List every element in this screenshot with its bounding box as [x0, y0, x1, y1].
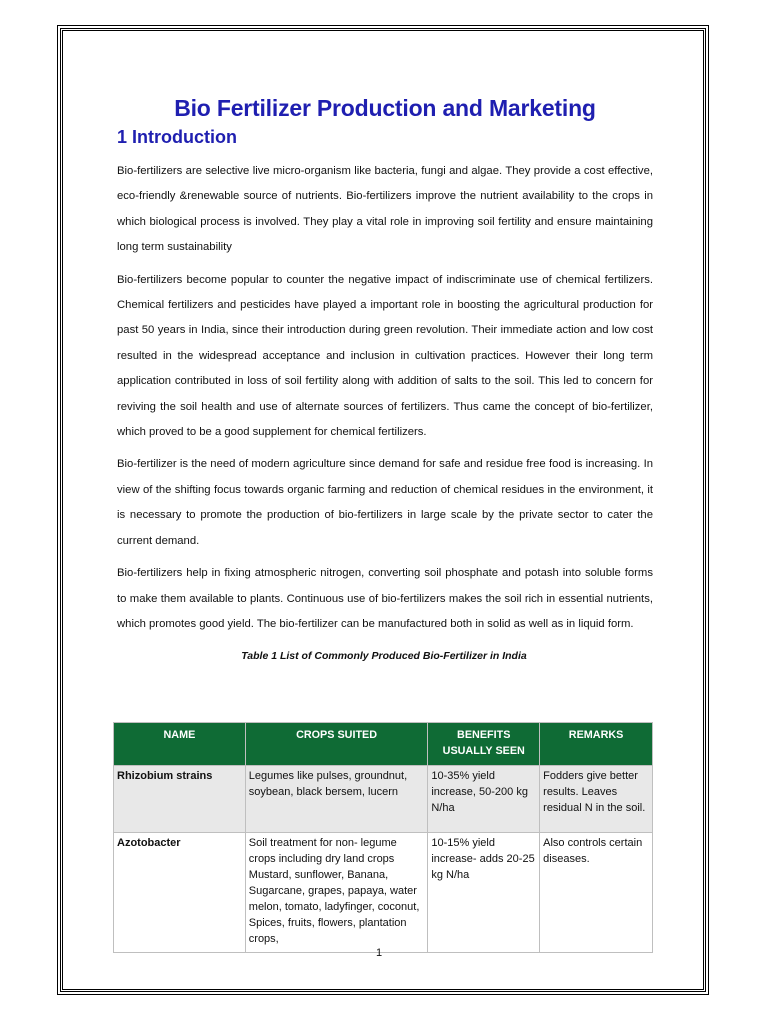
table-caption: Table 1 List of Commonly Produced Bio-Fertilizer in India — [241, 650, 527, 663]
header-benefits: BENEFITS USUALLY SEEN — [428, 723, 540, 766]
header-name: NAME — [114, 723, 246, 766]
table-row — [114, 833, 653, 953]
document-body — [117, 90, 653, 665]
section-heading: 1 Introduction — [117, 127, 237, 147]
cell-remarks: Also controls certain diseases. — [540, 833, 653, 953]
paragraph-4: Bio-fertilizers help in fixing atmospheric nitrogen, converting soil phosphate and potash into soluble forms to make them available to plants. Continuous use of bio-fertilizers makes the soil rich in essential nutrients, which promotes good yield. The bio-fertilizer can be manufactured both in solid as well as in liquid form. — [117, 567, 653, 630]
document-title: Bio Fertilizer Production and Marketing — [174, 95, 596, 121]
cell-name: Rhizobium strains — [114, 766, 246, 833]
paragraph-3: Bio-fertilizer is the need of modern agriculture since demand for safe and residue free food is increasing. In view of the shifting focus towards organic farming and reduction of chemical residues in the environment, it is necessary to promote the production of bio-fertilizers in large scale by the private sector to cater the current demand. — [117, 458, 653, 547]
page-number: 1 — [376, 947, 383, 959]
cell-crops: Legumes like pulses, groundnut, soybean, black bersem, lucern — [245, 766, 428, 833]
cell-crops: Soil treatment for non- legume crops including dry land crops Mustard, sunflower, Banana, Sugarcane, grapes, papaya, water melon, tomato, ladyfinger, coconut, Spices, fruits, flowers, plantation crops, — [245, 833, 428, 953]
cell-remarks: Fodders give better results. Leaves residual N in the soil. — [540, 766, 653, 833]
bio-fertilizer-table — [113, 722, 653, 953]
cell-benefits: 10-15% yield increase- adds 20-25 kg N/ha — [428, 833, 540, 953]
cell-benefits: 10-35% yield increase, 50-200 kg N/ha — [428, 766, 540, 833]
header-crops-suited: CROPS SUITED — [245, 723, 428, 766]
cell-name: Azotobacter — [114, 833, 246, 953]
header-remarks: REMARKS — [540, 723, 653, 766]
table-row — [114, 766, 653, 833]
table-header-row — [114, 723, 653, 766]
paragraph-1: Bio-fertilizers are selective live micro-organism like bacteria, fungi and algae. They provide a cost effective, eco-friendly &renewable source of nutrients. Bio-fertilizers improve the nutrient availability to the crops in which biological process is involved. They play a vital role in improving soil fertility and ensure maintaining long term sustainability — [117, 165, 653, 254]
paragraph-2: Bio-fertilizers become popular to counter the negative impact of indiscriminate use of chemical fertilizers. Chemical fertilizers and pesticides have played a important role in boosting the agricultural production for past 50 years in India, since their introduction during green revolution. Their immediate action and low cost resulted in the widespread acceptance and inclusion in cultivation practices. However their long term application contributed in loss of soil fertility along with addition of salts to the soil. This led to concern for reviving the soil health and use of alternate sources of fertilizers. Thus came the concept of bio-fertilizer, which proved to be a good supplement for chemical fertilizers. — [117, 273, 653, 439]
